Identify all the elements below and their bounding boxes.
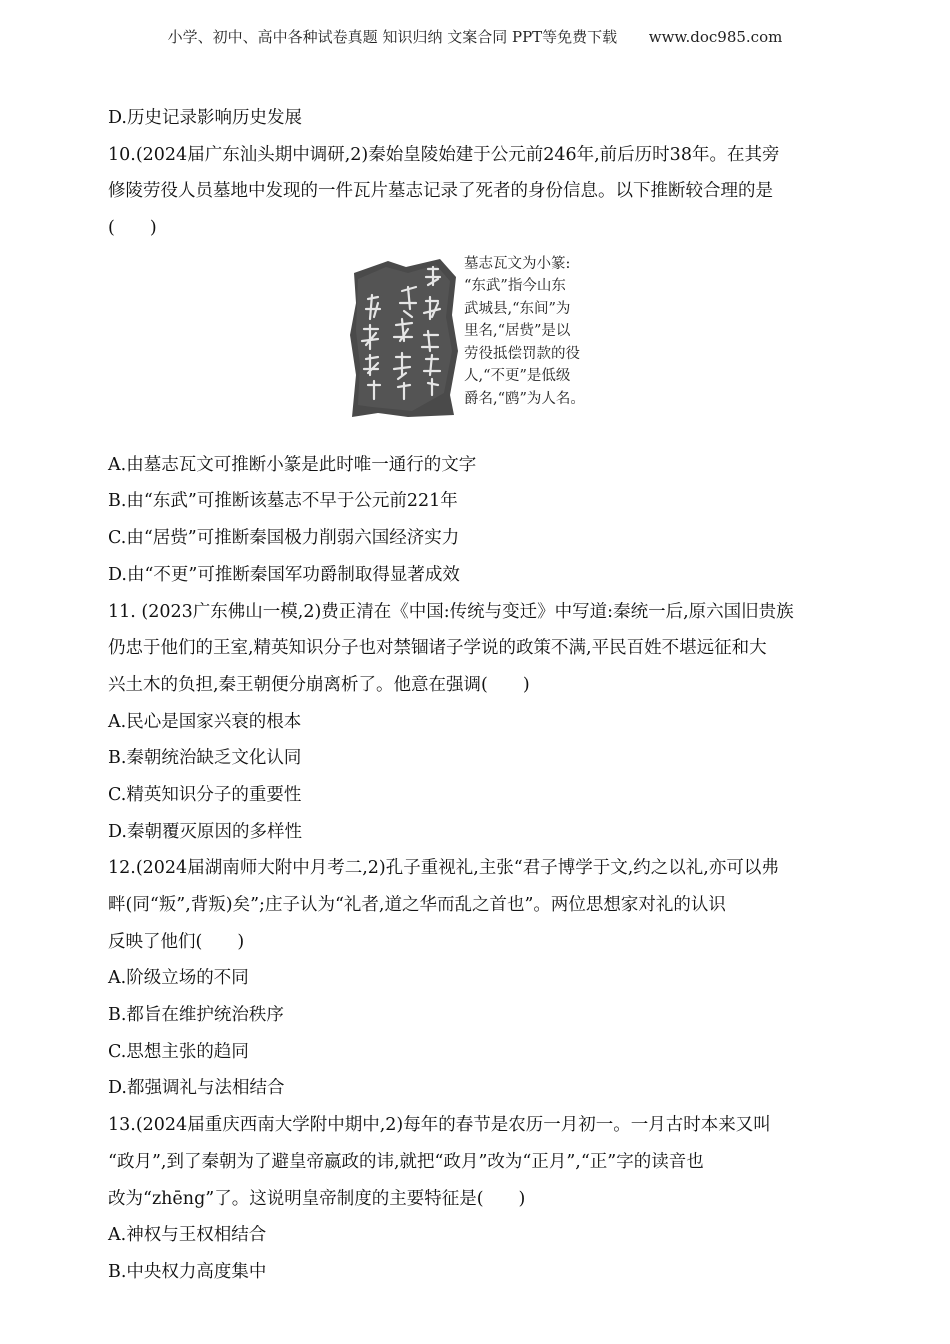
tile-epitaph-rubbing-image — [348, 255, 460, 419]
q10-answer-blank: ( ) — [108, 218, 157, 239]
q12-option-d: D.都强调礼与法相结合 — [108, 1078, 285, 1099]
q13-option-a: A.神权与王权相结合 — [108, 1225, 267, 1246]
q11-option-c: C.精英知识分子的重要性 — [108, 784, 302, 805]
q10-stem-line: 修陵劳役人员墓地中发现的一件瓦片墓志记录了死者的身份信息。以下推断较合理的是 — [108, 181, 773, 202]
header-text: 小学、初中、高中各种试卷真题 知识归纳 文案合同 PPT等免费下载 — [167, 28, 618, 46]
question-12 — [108, 850, 842, 1107]
page-header — [0, 26, 950, 47]
q11-stem-line: 兴土木的负担,秦王朝便分崩离析了。他意在强调( ) — [108, 674, 530, 695]
q13-stem-line: “政月”,到了秦朝为了避皇帝嬴政的讳,就把“政月”改为“正月”,“正”字的读音也 — [108, 1151, 704, 1172]
q12-option-b: B.都旨在维护统治秩序 — [108, 1005, 284, 1026]
q10-stem-line: 10.(2024届广东汕头期中调研,2)秦始皇陵始建于公元前246年,前后历时38年。在其旁 — [108, 144, 780, 165]
caption-line: 爵名,“鸥”为人名。 — [464, 390, 585, 407]
q12-stem-line: 12.(2024届湖南师大附中月考二,2)孔子重视礼,主张“君子博学于文,约之以礼,亦可以弗 — [108, 858, 779, 879]
q10-option-a: A.由墓志瓦文可推断小篆是此时唯一通行的文字 — [108, 454, 477, 475]
q9-option-d: D.历史记录影响历史发展 — [108, 108, 302, 128]
q10-option-c: C.由“居赀”可推断秦国极力削弱六国经济实力 — [108, 528, 460, 549]
q10-figure-caption — [464, 253, 614, 411]
q10-figure — [108, 251, 842, 441]
caption-line: “东武”指今山东 — [464, 278, 566, 295]
caption-line: 墓志瓦文为小篆: — [464, 255, 571, 272]
q10-option-d: D.由“不更”可推断秦国军功爵制取得显著成效 — [108, 564, 460, 585]
caption-line: 劳役抵偿罚款的役 — [464, 345, 580, 362]
caption-line: 武城县,“东间”为 — [464, 300, 571, 317]
q12-option-a: A.阶级立场的不同 — [108, 968, 249, 989]
q12-stem-line: 畔(同“叛”,背叛)矣”;庄子认为“礼者,道之华而乱之首也”。两位思想家对礼的认识 — [108, 895, 726, 915]
q12-option-c: C.思想主张的趋同 — [108, 1041, 249, 1062]
exam-content — [108, 100, 842, 1291]
q11-option-a: A.民心是国家兴衰的根本 — [108, 711, 302, 732]
q10-option-b: B.由“东武”可推断该墓志不早于公元前221年 — [108, 491, 458, 512]
question-13 — [108, 1107, 842, 1290]
q13-stem-line: 改为“zhēng”了。这说明皇帝制度的主要特征是( ) — [108, 1188, 526, 1209]
q11-stem-line: 仍忠于他们的王室,精英知识分子也对禁锢诸子学说的政策不满,平民百姓不堪远征和大 — [108, 638, 767, 659]
question-10 — [108, 137, 842, 594]
q11-option-b: B.秦朝统治缺乏文化认同 — [108, 748, 302, 769]
q13-option-b: B.中央权力高度集中 — [108, 1261, 267, 1282]
q11-option-d: D.秦朝覆灭原因的多样性 — [108, 821, 302, 842]
q12-stem-line: 反映了他们( ) — [108, 931, 245, 952]
header-url[interactable]: www.doc985.com — [648, 28, 783, 46]
q11-stem-line: 11. (2023广东佛山一模,2)费正清在《中国:传统与变迁》中写道:秦统一后,原六国旧贵族 — [108, 601, 794, 622]
question-11 — [108, 594, 842, 851]
caption-line: 人,“不更”是低级 — [464, 368, 571, 385]
caption-line: 里名,“居赀”是以 — [464, 323, 571, 340]
q13-stem-line: 13.(2024届重庆西南大学附中期中,2)每年的春节是农历一月初一。一月古时本来又叫 — [108, 1115, 771, 1136]
